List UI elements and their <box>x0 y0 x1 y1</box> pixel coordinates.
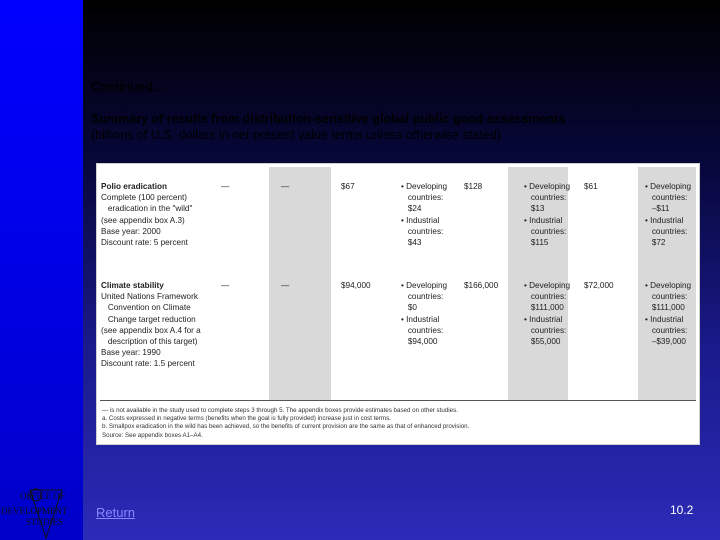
left-accent-bar <box>0 0 83 540</box>
climate-col6: • Developing countries: $111,000 • Industrial countries: $55,000 <box>524 281 571 347</box>
row-polio-label <box>101 181 192 248</box>
polio-col3: $67 <box>341 182 355 191</box>
climate-col5: $166,000 <box>464 281 499 290</box>
row-polio-details: Complete (100 percent) eradication in the "wild" (see appendix box A.3) Base year: 2000 Discount rate: 5 percent <box>101 193 193 248</box>
polio-col6: • Developing countries: $13 • Industrial countries: $115 <box>524 182 571 248</box>
polio-col4: • Developing countries: $24 • Industrial countries: $43 <box>401 182 448 248</box>
row-climate-details: United Nations Framework Convention on Climate Change target reduction (see appendix box A.4 for a description of this target) Base year: 1990 Discount rate: 1.5 percent <box>101 292 201 369</box>
row-polio-title: Polio eradication <box>101 182 167 191</box>
polio-col2: — <box>281 182 290 191</box>
logo-line-3: STUDIES <box>26 517 64 527</box>
climate-col7: $72,000 <box>584 281 614 290</box>
polio-col8: • Developing countries: –$11 • Industrial countries: $72 <box>645 182 692 248</box>
polio-col5: $128 <box>464 182 483 191</box>
logo-line-2: DEVELOPMENT <box>1 506 68 516</box>
row-climate-title: Climate stability <box>101 281 164 290</box>
climate-col4: • Developing countries: $0 • Industrial countries: $94,000 <box>401 281 448 347</box>
row-climate-label <box>101 280 201 370</box>
climate-col2: — <box>281 281 290 290</box>
shaded-column-2 <box>269 167 331 400</box>
slide-subtitle: (billions of U.S. dollars in net present value terms unless otherwise stated) <box>91 128 501 142</box>
ods-logo <box>0 482 86 540</box>
polio-col1: — <box>221 182 230 191</box>
climate-col1: — <box>221 281 230 290</box>
polio-col7: $61 <box>584 182 598 191</box>
climate-col3: $94,000 <box>341 281 371 290</box>
slide-title: Summary of results from distribution-sensitive global public good assessments <box>91 112 566 126</box>
climate-col8: • Developing countries: $111,000 • Industrial countries: –$39,000 <box>645 281 692 347</box>
return-link[interactable]: Return <box>96 505 136 520</box>
table-notes: — is not available in the study used to complete steps 3 through 5. The appendix boxes provide estimates based on other studies. a. Costs expressed in negative terms (benefits when the goal is fully provided) increase just in cost terms. b. Smallpox eradication in the wild has been achieved, so the benefits of current provision are the same as that of enhanced provision. Source: See appendix boxes A1–A4. <box>102 407 470 439</box>
page-number: 10.2 <box>670 503 694 517</box>
table-bottom-rule <box>100 400 696 401</box>
logo-line-1: OFFICE OF <box>20 491 65 501</box>
continued-label: Continued… <box>91 80 166 94</box>
results-table <box>97 164 699 444</box>
